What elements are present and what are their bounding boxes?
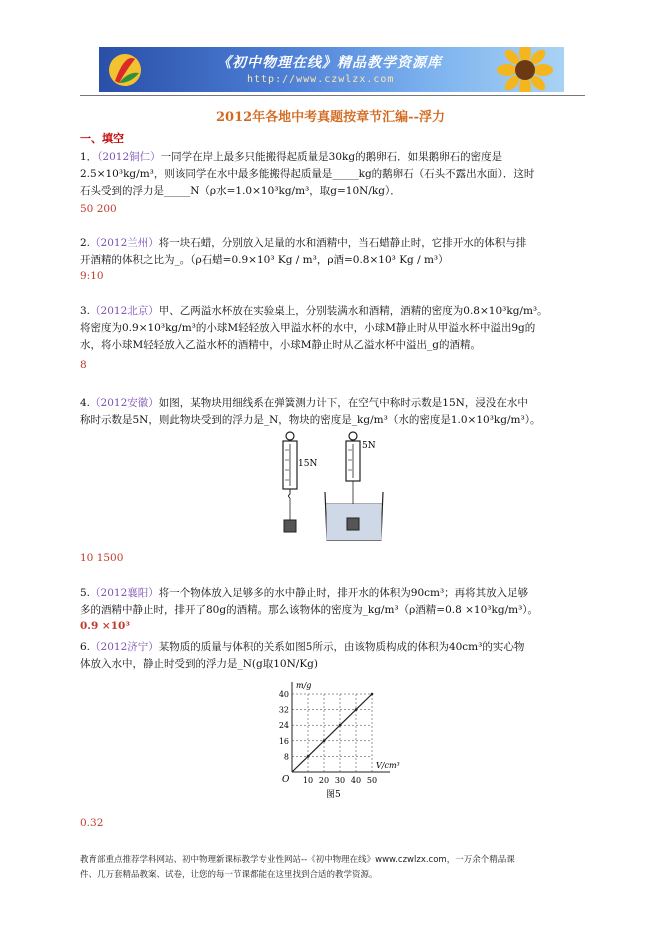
answer-1: 50 200 [80,203,117,215]
data-point [371,693,374,696]
question-2: 2.（2012兰州）将一块石蜡，分别放入足量的水和酒精中，当石蜡静止时，它排开水的体积与排 开酒精的体积之比为_。（ρ石蜡=0.9×10³ Kg / m³，ρ酒=0.8×10³ Kg / m³） [80,237,527,266]
page-title: 2012年各地中考真题按章节汇编--浮力 [216,110,445,125]
x-axis-label: V/cm³ [376,761,400,770]
x-tick-label: 10 [302,776,314,785]
question-6: 6.（2012济宁）某物质的质量与体积的关系如图5所示，由该物质构成的体积为40cm³的实心物 体放入水中，静止时受到的浮力是_N(g取10N/Kg) [80,641,525,670]
answer-2: 9:10 [80,270,104,282]
data-point [339,724,342,727]
answer-3: 8 [80,359,87,371]
header-banner [99,47,564,92]
section-heading: 一、填空 [80,132,124,145]
answer-4: 10 1500 [80,552,124,564]
banner-url: http://www.czwlzx.com [247,74,395,85]
y-tick-label: 40 [278,690,289,699]
data-point [307,755,310,758]
y-tick-label: 32 [278,705,289,715]
mass-volume-chart [270,672,400,807]
y-axis-label: m/g [296,681,312,690]
banner-title: 《初中物理在线》精品教学资源库 [217,55,442,71]
data-point [355,708,358,711]
x-tick-label: 40 [350,776,362,785]
y-tick-label: 16 [278,736,289,746]
right-reading: 5N [362,441,376,451]
question-4: 4.（2012安徽）如图，某物块用细线系在弹簧测力计下，在空气中称时示数是15N，浸没在水中 称时示数是5N，则此物块受到的浮力是_N，物块的密度是_kg/m³（水的密度是1.0×10³kg/m³）。 [80,397,541,426]
page-footer: 教育部重点推荐学科网站、初中物理新课标教学专业性网站--《初中物理在线》www.czwlzx.com，一万余个精品课 件、几万套精品教案、试卷，让您的每一节课都能在这里找到合适的教学资源。 [80,855,515,880]
site-logo-icon [105,51,145,89]
spring-scale-left [283,432,317,532]
y-tick-label: 8 [283,752,289,762]
question-3: 3.（2012北京）甲、乙两溢水杯放在实验桌上，分别装满水和酒精，酒精的密度为0.8×10³kg/m³。 将密度为0.9×10³kg/m³的小球M轻轻放入甲溢水杯的水中，小球M静止时从甲溢水杯中溢出9g的 水，将小球M轻轻放入乙溢水杯的酒精中，小球M静止时从乙溢水杯中溢出_g的酒精。 [80,305,548,351]
data-point [323,740,326,743]
figure-caption: 图5 [326,790,341,800]
header-divider [80,95,585,96]
sunflower-icon [490,47,560,92]
x-tick-label: 20 [318,776,330,785]
question-5: 5.（2012襄阳）将一个物体放入足够多的水中静止时，排开水的体积为90cm³；再将其放入足够 多的酒精中静止时，排开了80g的酒精。那么该物体的密度为_kg/m³（ρ酒精=0.8 ×10³kg/m³）。 [80,587,539,616]
spring-scale-figure [265,430,395,545]
left-reading: 15N [298,459,318,469]
spring-scale-right [325,432,383,540]
question-1: 1．（2012铜仁）一同学在岸上最多只能搬得起质量是30kg的鹅卵石．如果鹅卵石的密度是 2.5×10³kg/m³，则该同学在水中最多能搬得起质量是_____kg的鹅卵石（石头不露出水面）．这时 石头受到的浮力是_____N（ρ水=1.0×10³kg/m³，取g=10N/kg）． [80,151,535,197]
origin-label: O [282,775,290,785]
y-tick-label: 24 [278,721,289,731]
answer-5: 0.9 ×10³ [80,620,130,632]
series-line [292,694,372,772]
answer-6: 0.32 [80,817,104,829]
x-tick-label: 50 [366,776,378,785]
x-tick-label: 30 [334,776,346,785]
